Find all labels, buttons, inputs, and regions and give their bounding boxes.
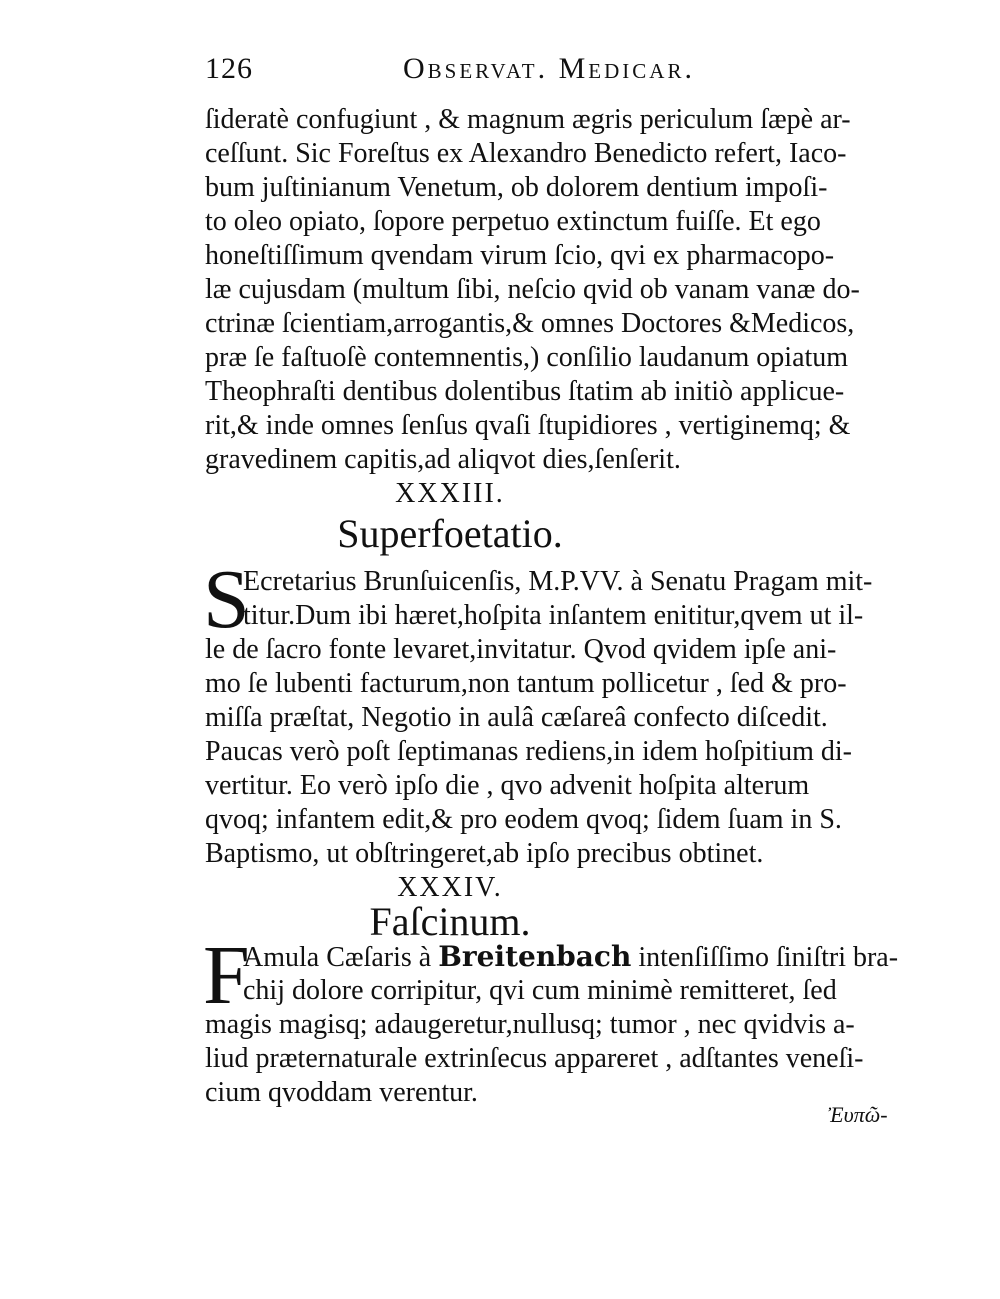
text-line: læ cujusdam (multum ſibi, neſcio qvid ob vanam vanæ do- bbox=[205, 274, 860, 305]
section-title: Faſcinum. bbox=[369, 899, 531, 944]
text-line: mo ſe lubenti facturum,non tantum pollicetur , ſed & pro- bbox=[205, 668, 847, 699]
text-line: honeſtiſſimum qvendam virum ſcio, qvi ex pharmacopo- bbox=[205, 240, 835, 271]
text-line: præ ſe faſtuoſè contemnentis,) conſilio laudanum opiatum bbox=[205, 342, 849, 373]
text-line: vertitur. Eo verò ipſo die , qvo advenit hoſpita alterum bbox=[205, 770, 810, 801]
catchword: Ἐυπῶ- bbox=[828, 1102, 888, 1127]
drop-cap: S bbox=[203, 553, 250, 646]
text-line: cium qvoddam verentur. bbox=[205, 1077, 478, 1108]
text-line: qvoq; infantem edit,& pro eodem qvoq; ſidem ſuam in S. bbox=[205, 804, 842, 835]
text-line: magis magisq; adaugeretur,nullusq; tumor , nec qvidvis a- bbox=[205, 1009, 855, 1040]
text-line: chij dolore corripitur, qvi cum minimè remitteret, ſed bbox=[243, 975, 837, 1006]
section-number: XXXIII. bbox=[395, 478, 505, 509]
text-line: le de ſacro fonte levaret,invitatur. Qvod qvidem ipſe ani- bbox=[205, 634, 837, 665]
text-line: to oleo opiato, ſopore perpetuo extinctum fuiſſe. Et ego bbox=[205, 206, 821, 237]
page-header bbox=[205, 52, 725, 92]
text-line: ſideratè confugiunt , & magnum ægris periculum ſæpè ar- bbox=[205, 104, 851, 135]
text-line: miſſa præſtat, Negotio in aulâ cæſareâ confecto diſcedit. bbox=[205, 702, 828, 733]
text-line bbox=[243, 940, 898, 975]
text-line: Baptismo, ut obſtringeret,ab ipſo precibus obtinet. bbox=[205, 838, 764, 869]
text-line: ctrinæ ſcientiam,arrogantis,& omnes Doctores &Medicos, bbox=[205, 308, 855, 339]
page-number: 126 bbox=[205, 52, 253, 85]
drop-cap: F bbox=[203, 929, 250, 1022]
text-line: bum juſtinianum Venetum, ob dolorem dentium impoſi- bbox=[205, 172, 828, 203]
text-line: rit,& inde omnes ſenſus qvaſi ſtupidiores , vertiginemq; & bbox=[205, 410, 851, 441]
text-line: ceſſunt. Sic Foreſtus ex Alexandro Benedicto refert, Iaco- bbox=[205, 138, 847, 169]
running-head: Observat. Medicar. bbox=[403, 52, 695, 85]
text-segment: Amula Cæſaris à bbox=[243, 942, 439, 973]
name-breitenbach: Breitenbach bbox=[438, 940, 632, 973]
text-line: gravedinem capitis,ad aliqvot dies,ſenſerit. bbox=[205, 444, 681, 475]
section-title: Superfoetatio. bbox=[337, 511, 563, 556]
text-line: Paucas verò poſt ſeptimanas rediens,in idem hoſpitium di- bbox=[205, 736, 852, 767]
text-segment: intenſiſſimo ſiniſtri bra- bbox=[631, 942, 899, 973]
text-line: titur.Dum ibi hæret,hoſpita inſantem enititur,qvem ut il- bbox=[243, 600, 864, 631]
text-line: Ecretarius Brunſuicenſis, M.P.VV. à Senatu Pragam mit- bbox=[243, 566, 873, 597]
text-line: liud præternaturale extrinſecus appareret , adſtantes veneſi- bbox=[205, 1043, 864, 1074]
text-line: Theophraſti dentibus dolentibus ſtatim ab initiò applicue- bbox=[205, 376, 845, 407]
section-number: XXXIV. bbox=[397, 872, 503, 903]
